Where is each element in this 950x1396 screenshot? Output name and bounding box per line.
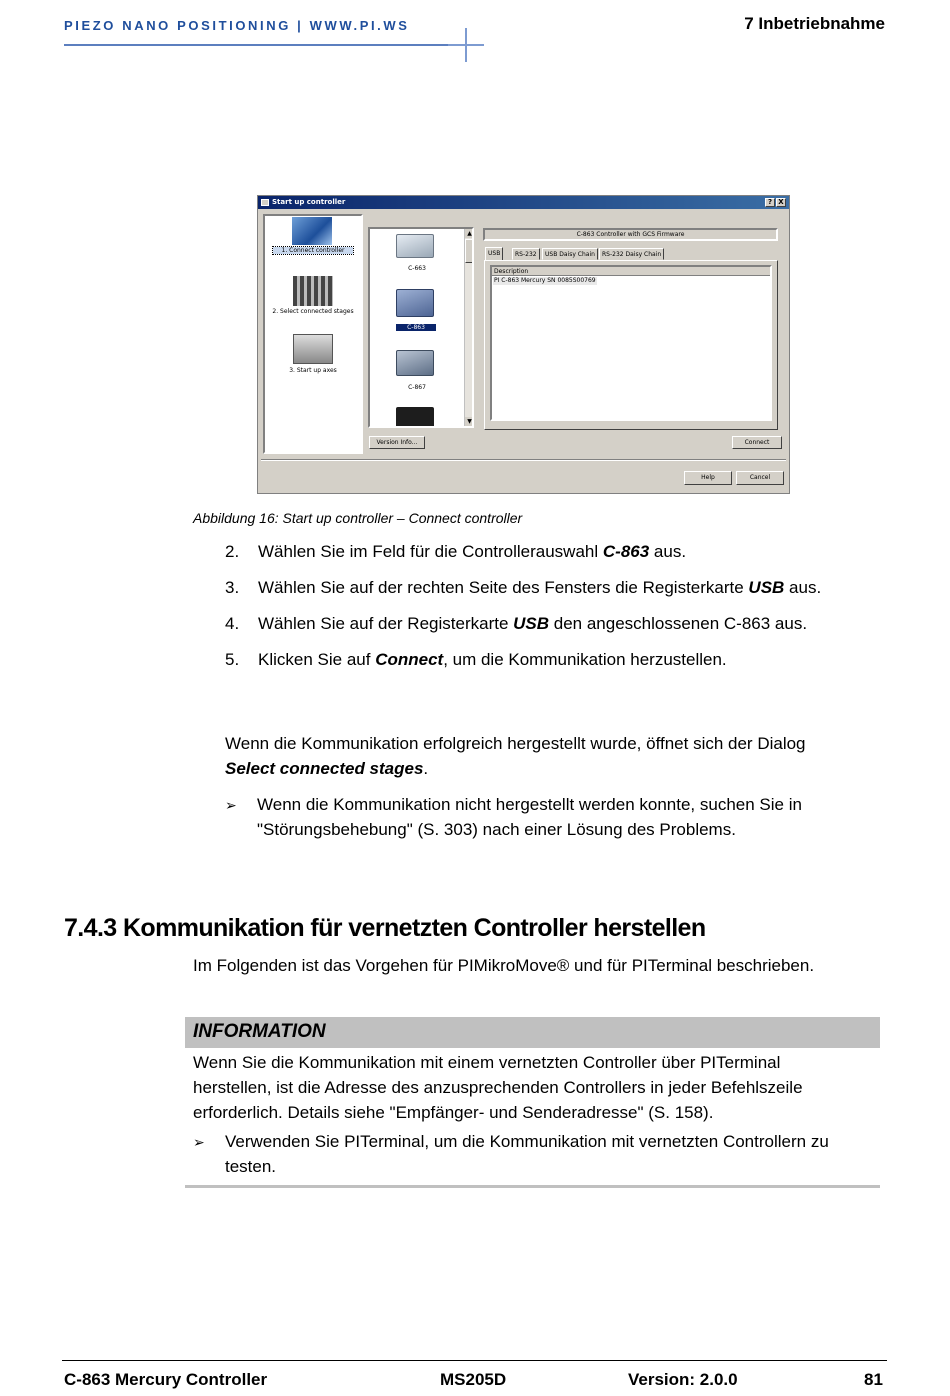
step-text-end: den angeschlossenen C-863 aus.: [549, 614, 808, 633]
step-2: [225, 542, 686, 562]
section-heading: 7.4.3 Kommunikation für vernetzten Controller herstellen: [64, 914, 706, 942]
step-number: 5.: [225, 650, 240, 669]
header-rule: [64, 44, 482, 46]
help-title-button[interactable]: ?: [765, 198, 775, 207]
start-up-controller-screenshot: [257, 195, 790, 494]
step-emphasis: Connect: [375, 650, 444, 669]
step-text-end: aus.: [784, 578, 822, 597]
info-bullet-line-1: Verwenden Sie PITerminal, um die Kommunikation mit vernetzten Controllern zu: [225, 1132, 829, 1151]
info-bullet-line-2: testen.: [225, 1157, 277, 1176]
next-controller-image[interactable]: [396, 407, 434, 428]
c867-image[interactable]: [396, 350, 434, 376]
c863-image[interactable]: [396, 289, 434, 317]
pi-logo-text: PIEZO NANO POSITIONING | WWW.PI.WS: [64, 18, 410, 33]
dialog-title: Start up controller: [272, 198, 346, 206]
step-connect-controller[interactable]: 1. Connect controller: [273, 247, 353, 254]
close-title-button[interactable]: X: [776, 198, 786, 207]
footer-product: C-863 Mercury Controller: [64, 1370, 268, 1389]
step-emphasis: USB: [513, 614, 550, 633]
result-period: .: [423, 759, 429, 778]
tab-rs232[interactable]: RS-232: [512, 248, 540, 260]
controller-list[interactable]: [368, 227, 474, 428]
page-number: 81: [864, 1370, 883, 1389]
connect-button[interactable]: Connect: [732, 436, 782, 449]
step-select-stages[interactable]: 2. Select connected stages: [272, 308, 354, 315]
window-icon: [261, 199, 269, 206]
tab-usb[interactable]: USB: [485, 247, 503, 260]
step-number: 3.: [225, 578, 240, 597]
start-up-axes-icon[interactable]: [293, 334, 333, 364]
troubleshooting-bullet: [225, 792, 865, 842]
step-start-up-axes[interactable]: 3. Start up axes: [289, 367, 337, 374]
tab-usb-daisy-chain[interactable]: USB Daisy Chain: [542, 248, 598, 260]
step-text: Wählen Sie im Feld für die Controllerauswahl: [258, 542, 603, 561]
section-intro: Im Folgenden ist das Vorgehen für PIMikroMove® und für PITerminal beschrieben.: [193, 956, 815, 975]
usb-device-item[interactable]: PI C-863 Mercury SN 0085S00769: [494, 277, 596, 284]
information-header: [185, 1017, 880, 1048]
tab-panel: [484, 260, 778, 430]
connect-controller-icon[interactable]: [292, 217, 332, 245]
step-text: Klicken Sie auf: [258, 650, 376, 669]
arrow-bullet-icon: ➢: [225, 797, 237, 813]
step-4: [225, 614, 807, 634]
controller-name-field: C-863 Controller with GCS Firmware: [483, 228, 778, 241]
result-paragraph: [225, 731, 875, 781]
step-number: 2.: [225, 542, 240, 561]
logo-crosshair-horizontal: [448, 44, 484, 46]
cancel-button[interactable]: Cancel: [736, 471, 784, 485]
step-text-end: aus.: [649, 542, 687, 561]
steps-panel: [263, 214, 363, 454]
arrow-bullet-icon: ➢: [193, 1134, 205, 1150]
controller-c863-label[interactable]: C-863: [396, 324, 436, 331]
result-line-1: Wenn die Kommunikation erfolgreich hergestellt wurde, öffnet sich der Dialog: [225, 734, 806, 753]
info-line-1: Wenn Sie die Kommunikation mit einem vernetzten Controller über PITerminal: [193, 1053, 781, 1072]
information-text: [193, 1050, 883, 1125]
dialog-title-bar: [258, 196, 789, 209]
step-text: Wählen Sie auf der Registerkarte: [258, 614, 514, 633]
information-bullet: [193, 1129, 883, 1179]
result-emphasis: Select connected stages: [225, 759, 424, 778]
help-button[interactable]: Help: [684, 471, 732, 485]
step-text: Wählen Sie auf der rechten Seite des Fensters die Registerkarte: [258, 578, 749, 597]
information-bottom-rule: [185, 1185, 880, 1188]
bullet-line-2: "Störungsbehebung" (S. 303) nach einer Lösung des Problems.: [257, 820, 736, 839]
tab-rs232-daisy-chain[interactable]: RS-232 Daisy Chain: [599, 248, 664, 260]
chapter-title: 7 Inbetriebnahme: [744, 14, 885, 33]
version-info-button[interactable]: Version Info...: [369, 436, 425, 449]
step-5: [225, 650, 727, 670]
scroll-down-icon[interactable]: ▼: [465, 417, 474, 426]
information-title: INFORMATION: [193, 1021, 326, 1042]
usb-device-list[interactable]: [490, 265, 772, 421]
footer-version: Version: 2.0.0: [628, 1370, 738, 1389]
scroll-up-icon[interactable]: ▲: [465, 229, 474, 238]
select-stages-icon[interactable]: [293, 276, 333, 306]
footer-document-id: MS205D: [440, 1370, 507, 1389]
dialog-divider: [261, 459, 786, 461]
footer-rule: [62, 1360, 887, 1361]
step-number: 4.: [225, 614, 240, 633]
step-emphasis: C-863: [602, 542, 650, 561]
info-line-3: erforderlich. Details siehe "Empfänger- und Senderadresse" (S. 158).: [193, 1103, 714, 1122]
info-line-2: herstellen, ist die Adresse des anzusprechenden Controllers in jeder Befehlszeile: [193, 1078, 803, 1097]
figure-caption: Abbildung 16: Start up controller – Connect controller: [193, 510, 523, 526]
controller-c867-label[interactable]: C-867: [408, 384, 426, 391]
scroll-thumb[interactable]: [465, 239, 474, 263]
bullet-line-1: Wenn die Kommunikation nicht hergestellt werden konnte, suchen Sie in: [257, 795, 802, 814]
list-header-description[interactable]: Description: [492, 267, 770, 276]
controller-list-scrollbar[interactable]: [464, 229, 474, 426]
step-3: [225, 578, 821, 598]
controller-c663-label[interactable]: C-663: [408, 265, 426, 272]
step-text-end: , um die Kommunikation herzustellen.: [443, 650, 727, 669]
c663-image[interactable]: [396, 234, 434, 258]
step-emphasis: USB: [748, 578, 785, 597]
